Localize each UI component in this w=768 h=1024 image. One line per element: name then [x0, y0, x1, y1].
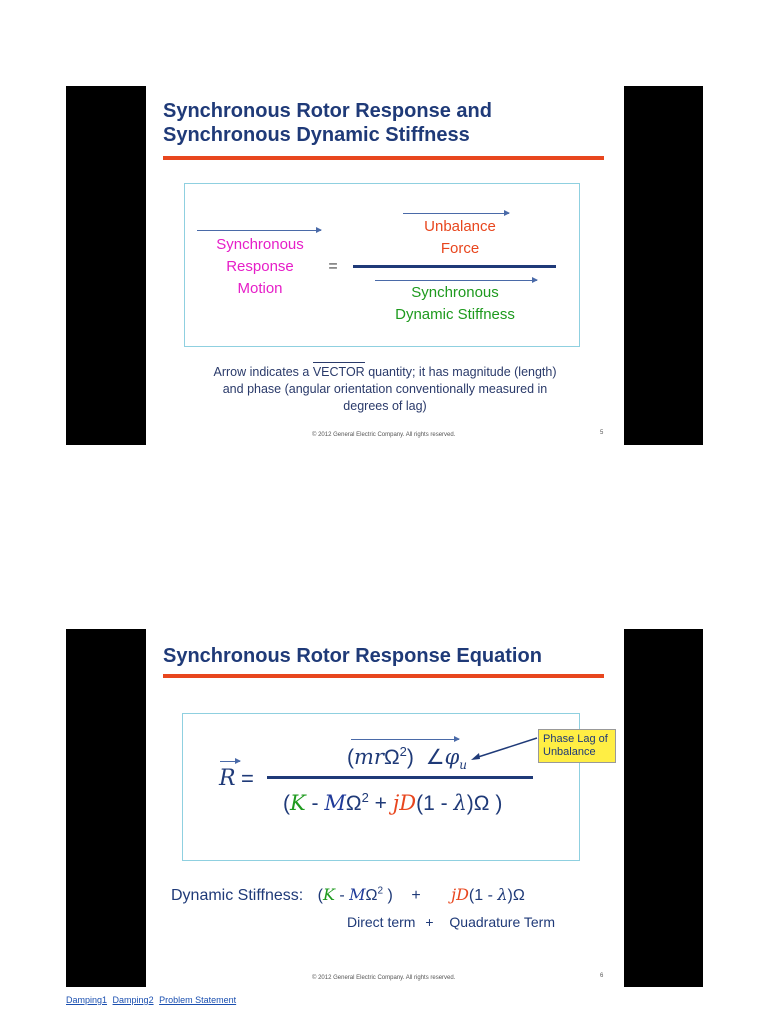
copyright: © 2012 General Electric Company. All rights reserved. — [312, 975, 456, 981]
synchronous-dynamic-stiffness — [365, 282, 545, 326]
paren-expression: (1 - — [416, 792, 454, 815]
R-symbol: R — [219, 766, 236, 791]
paren: ) — [383, 887, 393, 904]
vector-arrow — [351, 739, 459, 740]
direct-expression — [318, 887, 393, 904]
slide-5-content — [146, 86, 624, 445]
operator: + — [368, 792, 393, 815]
equation-box — [184, 183, 580, 347]
D-term: D — [399, 791, 417, 815]
vector-note — [166, 364, 604, 415]
vector-arrow — [197, 230, 321, 231]
vector-arrow — [375, 280, 537, 281]
numerator-line: Unbalance — [424, 218, 496, 235]
paren: ) — [489, 792, 503, 815]
unbalance-force — [390, 216, 530, 260]
paren: ) — [466, 792, 474, 815]
vector-arrow — [220, 761, 240, 762]
page-number: 5 — [600, 430, 604, 436]
note-text: quantity; it has magnitude (length) — [368, 365, 557, 379]
phi-symbol: φ — [444, 745, 460, 769]
paren: ( — [317, 887, 323, 904]
exponent: 2 — [361, 790, 369, 805]
paren: ( — [347, 746, 354, 769]
exponent: 2 — [399, 744, 407, 759]
equation-box — [182, 713, 580, 861]
phase-lag-callout: Phase Lag of Unbalance — [538, 729, 616, 763]
omega: Ω — [473, 792, 490, 815]
quadrature-term-label: Quadrature Term — [449, 914, 555, 930]
paren: ) — [406, 746, 414, 769]
page-number: 6 — [600, 973, 604, 979]
slide-6 — [66, 629, 703, 987]
denominator-line: Dynamic Stiffness — [395, 306, 515, 323]
paren: ) — [507, 887, 513, 904]
copyright: © 2012 General Electric Company. All rights reserved. — [312, 432, 456, 438]
angle-symbol: ∠ — [425, 746, 445, 769]
response-vector-R — [219, 766, 236, 791]
operator: - — [305, 792, 325, 815]
M-term: M — [324, 791, 346, 815]
fraction-bar — [353, 265, 556, 268]
term-labels — [347, 914, 555, 930]
note-line-3: degrees of lag) — [343, 399, 427, 413]
vector-arrow — [403, 213, 509, 214]
dynamic-stiffness-line — [171, 885, 525, 905]
note-line-2: and phase (angular orientation conventionally measured in — [222, 382, 548, 396]
title-rule — [163, 156, 604, 160]
plus-sign: + — [425, 914, 434, 930]
link-damping1[interactable]: Damping1 — [66, 995, 108, 1005]
title-line-2: Synchronous Dynamic Stiffness — [163, 124, 470, 146]
callout-arrow — [469, 734, 539, 764]
D-term: D — [456, 885, 469, 904]
j-term: j — [451, 885, 457, 904]
slide-title — [163, 99, 492, 147]
link-damping2[interactable]: Damping2 — [112, 995, 154, 1005]
quadrature-expression — [451, 887, 525, 904]
K-term: K — [290, 791, 306, 815]
equals-sign: = — [241, 766, 254, 791]
M-term: M — [349, 885, 366, 904]
paren: ( — [283, 792, 290, 815]
footer-links — [66, 995, 239, 1005]
title-line-1: Synchronous Rotor Response and — [163, 100, 492, 122]
slide-5 — [66, 86, 703, 445]
denominator-expression — [283, 790, 502, 816]
title-rule — [163, 674, 604, 678]
plus-sign: + — [411, 887, 421, 904]
numerator-line: Force — [440, 240, 480, 257]
synchronous-response-motion — [195, 234, 325, 300]
lambda: λ — [497, 885, 508, 904]
numerator-expression — [347, 744, 467, 772]
lhs-line: Response — [226, 258, 294, 275]
dynamic-stiffness-label: Dynamic Stiffness: — [171, 887, 304, 904]
exponent: 2 — [377, 885, 384, 897]
j-term: j — [392, 791, 400, 815]
K-term: K — [322, 885, 335, 904]
note-line-1 — [166, 364, 604, 381]
omega: Ω — [512, 887, 525, 904]
omega: Ω — [365, 887, 378, 904]
lambda: λ — [453, 791, 467, 815]
mr-term: mr — [354, 745, 384, 769]
vector-word — [313, 364, 365, 381]
omega: Ω — [383, 746, 400, 769]
lhs-line: Synchronous — [216, 236, 304, 253]
vector-arrow — [313, 362, 365, 363]
lhs-line: Motion — [237, 280, 283, 297]
note-text: Arrow indicates a — [213, 365, 310, 379]
paren-expression: (1 - — [468, 887, 498, 904]
denominator-line: Synchronous — [411, 284, 499, 301]
subscript: u — [459, 758, 468, 773]
operator: - — [334, 887, 350, 904]
equals-sign: = — [328, 258, 338, 275]
link-problem-statement[interactable]: Problem Statement — [159, 995, 237, 1005]
direct-term-label: Direct term — [347, 914, 416, 930]
slide-title: Synchronous Rotor Response Equation — [163, 645, 542, 667]
omega: Ω — [345, 792, 362, 815]
fraction-bar — [267, 776, 533, 779]
slide-6-content — [146, 629, 624, 987]
note-vector-text: VECTOR — [312, 365, 365, 379]
